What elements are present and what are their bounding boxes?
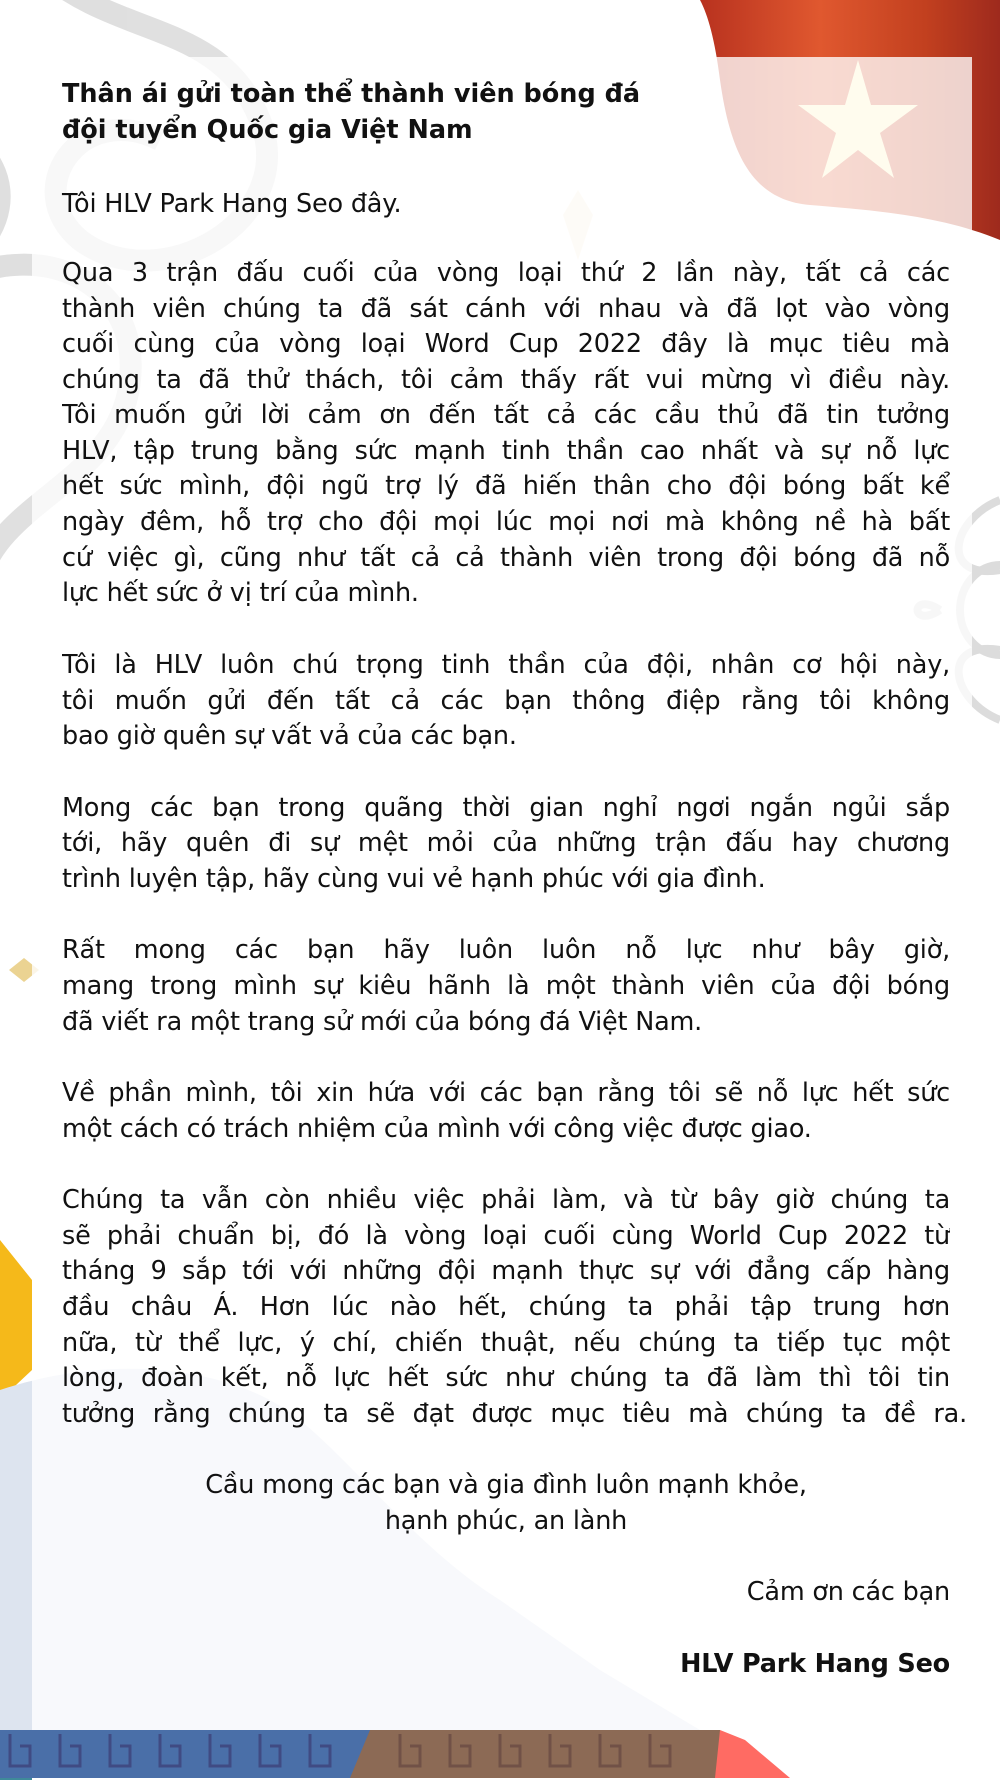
paragraph-line: HLV, tập trung bằng sức mạnh tinh thần cao nhất và sự nỗ lực xyxy=(62,436,950,466)
paragraph-line: tôi muốn gửi đến tất cả các bạn thông điệp rằng tôi không xyxy=(62,686,950,716)
paragraph-line: tưởng rằng chúng ta sẽ đạt được mục tiêu mà chúng ta đề ra. xyxy=(62,1399,967,1429)
paragraph-line: tháng 9 sắp tới với những đội mạnh thực sự với đẳng cấp hàng xyxy=(62,1256,950,1286)
letter-title-line-2: đội tuyển Quốc gia Việt Nam xyxy=(62,115,473,145)
paragraph-line: lòng, đoàn kết, nỗ lực hết sức như chúng ta đã làm thì tôi tin xyxy=(62,1363,950,1393)
paragraph-line: bao giờ quên sự vất vả của các bạn. xyxy=(62,721,517,751)
paragraph-line: thành viên chúng ta đã sát cánh với nhau và đã lọt vào vòng xyxy=(62,294,950,324)
paragraph-line: Về phần mình, tôi xin hứa với các bạn rằng tôi sẽ nỗ lực hết sức xyxy=(62,1078,950,1108)
thanks-line: Cảm ơn các bạn xyxy=(746,1577,950,1607)
closing-wish-line-1: Cầu mong các bạn và gia đình luôn mạnh khỏe, xyxy=(205,1470,807,1500)
paragraph-line: một cách có trách nhiệm của mình với công việc được giao. xyxy=(62,1114,812,1144)
paragraph-line: Chúng ta vẫn còn nhiều việc phải làm, và từ bây giờ chúng ta xyxy=(62,1185,950,1215)
paragraph-line: tới, hãy quên đi sự mệt mỏi của những trận đấu hay chương xyxy=(62,828,950,858)
paragraph-line: trình luyện tập, hãy cùng vui vẻ hạnh phúc với gia đình. xyxy=(62,864,766,894)
signature: HLV Park Hang Seo xyxy=(680,1649,950,1679)
paragraph-line: Mong các bạn trong quãng thời gian nghỉ ngơi ngắn ngủi sắp xyxy=(62,793,950,823)
paragraph-line: chúng ta đã thử thách, tôi cảm thấy rất vui mừng vì điều này. xyxy=(62,365,950,395)
paragraph-line: lực hết sức ở vị trí của mình. xyxy=(62,578,419,608)
letter-title-line-1: Thân ái gửi toàn thể thành viên bóng đá xyxy=(62,79,641,109)
paragraph-line: sẽ phải chuẩn bị, đó là vòng loại cuối cùng World Cup 2022 từ xyxy=(62,1221,950,1251)
paragraph-line: ngày đêm, hỗ trợ cho đội mọi lúc mọi nơi mà không nề hà bất xyxy=(62,507,950,537)
paragraph-line: đã viết ra một trang sử mới của bóng đá Việt Nam. xyxy=(62,1007,703,1037)
paragraph-line: nữa, từ thể lực, ý chí, chiến thuật, nếu chúng ta tiếp tục một xyxy=(62,1328,950,1358)
paragraph-line: Rất mong các bạn hãy luôn luôn nỗ lực như bây giờ, xyxy=(62,935,950,965)
greeting: Tôi HLV Park Hang Seo đây. xyxy=(62,189,402,219)
paragraph-line: Tôi là HLV luôn chú trọng tinh thần của đội, nhân cơ hội này, xyxy=(62,650,950,680)
paragraph-line: cuối cùng của vòng loại Word Cup 2022 đây là mục tiêu mà xyxy=(62,329,950,359)
paragraph-line: Qua 3 trận đấu cuối của vòng loại thứ 2 lần này, tất cả các xyxy=(62,258,950,288)
paragraph-line: Tôi muốn gửi lời cảm ơn đến tất cả các cầu thủ đã tin tưởng xyxy=(62,400,950,430)
paragraph-line: hết sức mình, đội ngũ trợ lý đã hiến thân cho đội bóng bất kể xyxy=(62,471,950,501)
paragraph-line: cứ việc gì, cũng như tất cả cả thành viên trong đội bóng đã nỗ xyxy=(62,543,950,573)
paragraph-line: đầu châu Á. Hơn lúc nào hết, chúng ta phải tập trung hơn xyxy=(62,1292,950,1322)
closing-wish-line-2: hạnh phúc, an lành xyxy=(384,1506,628,1536)
paragraph-line: mang trong mình sự kiêu hãnh là một thành viên của đội bóng xyxy=(62,971,950,1001)
